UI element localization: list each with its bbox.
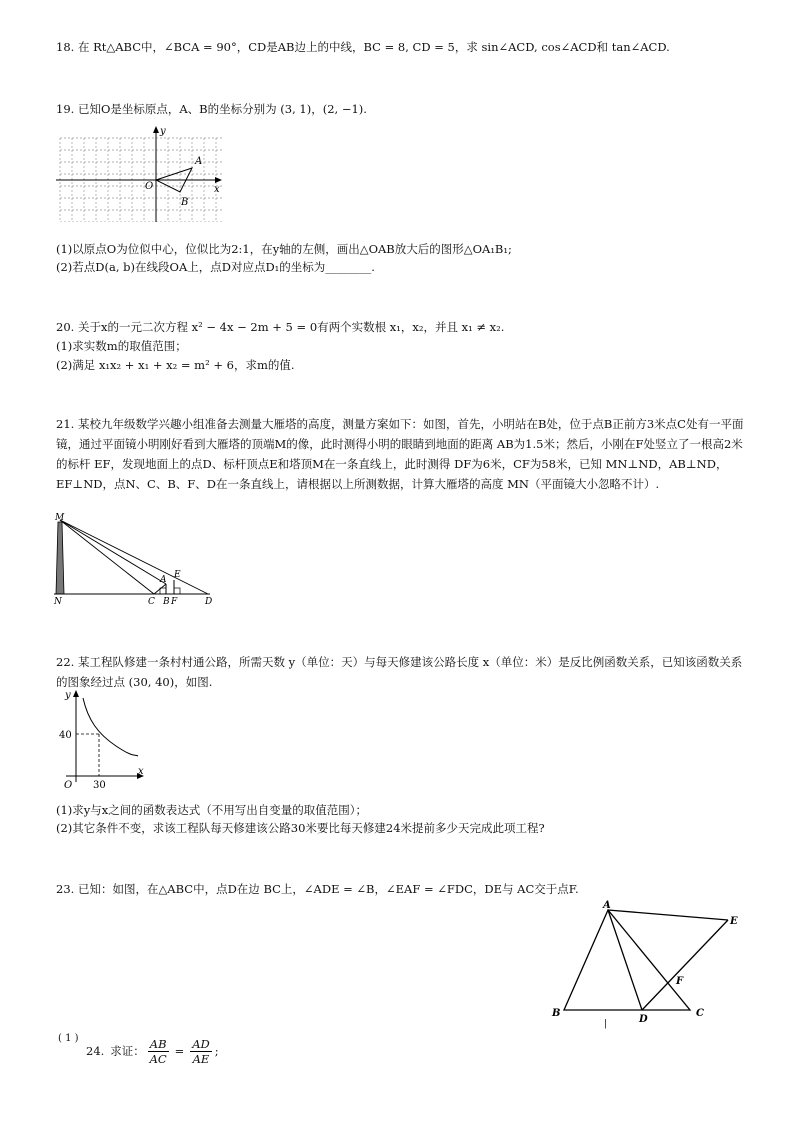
q23-label-b: B — [552, 1008, 561, 1019]
q20-sub1: (1)求实数m的取值范围； — [56, 339, 187, 353]
q24-fraction-ad-ae — [190, 1037, 212, 1066]
q22-text: 某工程队修建一条村村通公路，所需天数 y（单位：天）与每天修建该公路长度 x（单位：米）是反比例函数关系，已知该函数关系的图象经过点 (30, 40)，如图. — [56, 655, 743, 689]
q23-label-f: F — [676, 976, 684, 987]
q22-sub2: (2)其它条件不变，求该工程队每天修建该公路30米要比每天修建24米提前多少天完成此项工程? — [56, 821, 545, 835]
q19-x-arrow — [215, 177, 222, 183]
q21-line-md — [60, 520, 208, 594]
q19-label-a: A — [195, 156, 203, 167]
q23-line — [56, 880, 579, 898]
q23-text: 已知：如图，在△ABC中，点D在边 BC上，∠ADE = ∠B，∠EAF = ∠FDC，DE与 AC交于点F. — [77, 882, 579, 896]
q21-text: 某校九年级数学兴趣小组准备去测量大雁塔的高度，测量方案如下：如图，首先，小明站在B处，位于点B正前方3米点C处有一平面镜，通过平面镜小明刚好看到大雁塔的顶端M的像，此时测得小明的眼睛到地面的距离 AB为1.5米；然后，小刚在F处竖立了一根高2米的标杆 EF，发现地面上的点D、标杆顶点E和塔顶M在一条直线上，此时测得 DF为6米，CF为58米，已知 MN⊥ND，AB⊥ND，EF⊥ND，点N、C、B、F、D在一条直线上，请根据以上所测数据，计算大雁塔的高度 MN（平面镜大小忽略不计）. — [56, 417, 744, 491]
q19-y-arrow — [153, 126, 159, 133]
q19-label-b: B — [181, 197, 189, 208]
q23-line-ae — [608, 910, 728, 920]
q24-lead: 求证： — [110, 1044, 145, 1058]
q24-frac1-denominator: AC — [149, 1051, 167, 1066]
q19-coordinate-figure — [56, 122, 226, 222]
q21-label-f: F — [171, 597, 178, 607]
q19-sub1: (1)以原点O为位似中心，位似比为2:1，在y轴的左侧，画出△OAB放大后的图形△OA₁B₁; — [56, 242, 512, 256]
q21-right-angle-f — [174, 588, 180, 594]
q22-label-o: O — [64, 780, 73, 791]
q22-sub1: (1)求y与x之间的函数表达式（不用写出自变量的取值范围）； — [56, 803, 368, 817]
q18-text: 在 Rt△ABC中，∠BCA = 90°，CD是AB边上的中线，BC = 8, CD = 5，求 sin∠ACD, cos∠ACD和 tan∠ACD. — [77, 40, 670, 54]
q21-label-d: D — [205, 597, 213, 607]
q22-label-30: 30 — [93, 780, 106, 791]
q21-label-b: B — [163, 597, 170, 607]
q19-sub2: (2)若点D(a, b)在线段OA上，点D对应点D₁的坐标为________. — [56, 260, 375, 274]
q23-triangle-abc — [564, 910, 690, 1010]
q24-line — [86, 1034, 219, 1068]
q21-line-mc — [60, 520, 154, 594]
q21-label-n: N — [54, 597, 62, 607]
q23-label-a: A — [603, 900, 611, 911]
q20-text: 关于x的一元二次方程 x² − 4x − 2m + 5 = 0有两个实数根 x₁，x₂，并且 x₁ ≠ x₂. — [77, 320, 505, 334]
q19-number: 19. — [56, 102, 75, 116]
q22-graph — [56, 686, 156, 794]
q24-pre: ( 1 ) — [58, 1033, 79, 1044]
q24-equals: = — [174, 1044, 185, 1058]
q21-paragraph — [56, 414, 746, 494]
q19-text: 已知O是坐标原点，A、B的坐标分别为 (3, 1)，(2, −1). — [77, 102, 367, 116]
q21-line-ma — [60, 520, 166, 584]
q18-number: 18. — [56, 40, 75, 54]
q21-tower — [56, 522, 64, 594]
q18-line — [56, 38, 670, 56]
q19-label-o: O — [145, 181, 154, 192]
q19-label-x: x — [214, 184, 220, 195]
q19-line — [56, 100, 367, 118]
q21-tower-figure — [50, 508, 225, 608]
q21-label-a: A — [160, 575, 167, 585]
q22-y-arrow — [73, 690, 79, 697]
q20-line — [56, 318, 504, 336]
q24-fraction-ab-ac — [148, 1037, 169, 1066]
q20-sub2: (2)满足 x₁x₂ + x₁ + x₂ = m² + 6，求m的值. — [56, 358, 295, 372]
q24-number: 24. — [86, 1044, 105, 1058]
q21-label-m: M — [55, 513, 65, 523]
q22-label-y: y — [65, 690, 71, 701]
q23-label-e: E — [730, 916, 738, 927]
q23-label-c: C — [696, 1008, 704, 1019]
q22-hyperbola — [83, 698, 138, 756]
q21-label-e: E — [174, 570, 181, 580]
q24-frac1-numerator: AB — [149, 1036, 167, 1051]
q21-right-angle-b — [160, 588, 166, 594]
q24-frac2-numerator: AD — [192, 1036, 210, 1051]
q21-number: 21. — [56, 417, 75, 431]
q24-tail: ; — [214, 1044, 219, 1058]
q22-paragraph — [56, 652, 746, 692]
q23-mark: | — [604, 1019, 608, 1029]
q19-label-y: y — [160, 126, 166, 137]
q23-line-de — [642, 920, 728, 1010]
q24-frac2-denominator: AE — [192, 1051, 210, 1066]
q22-number: 22. — [56, 655, 75, 669]
q23-number: 23. — [56, 882, 75, 896]
q20-number: 20. — [56, 320, 75, 334]
q23-label-d: D — [639, 1014, 648, 1025]
q23-line-ad — [608, 910, 642, 1010]
q23-triangle-figure — [548, 900, 748, 1030]
q21-label-c: C — [148, 597, 155, 607]
q22-label-x: x — [138, 766, 144, 777]
q22-label-40: 40 — [59, 730, 72, 741]
